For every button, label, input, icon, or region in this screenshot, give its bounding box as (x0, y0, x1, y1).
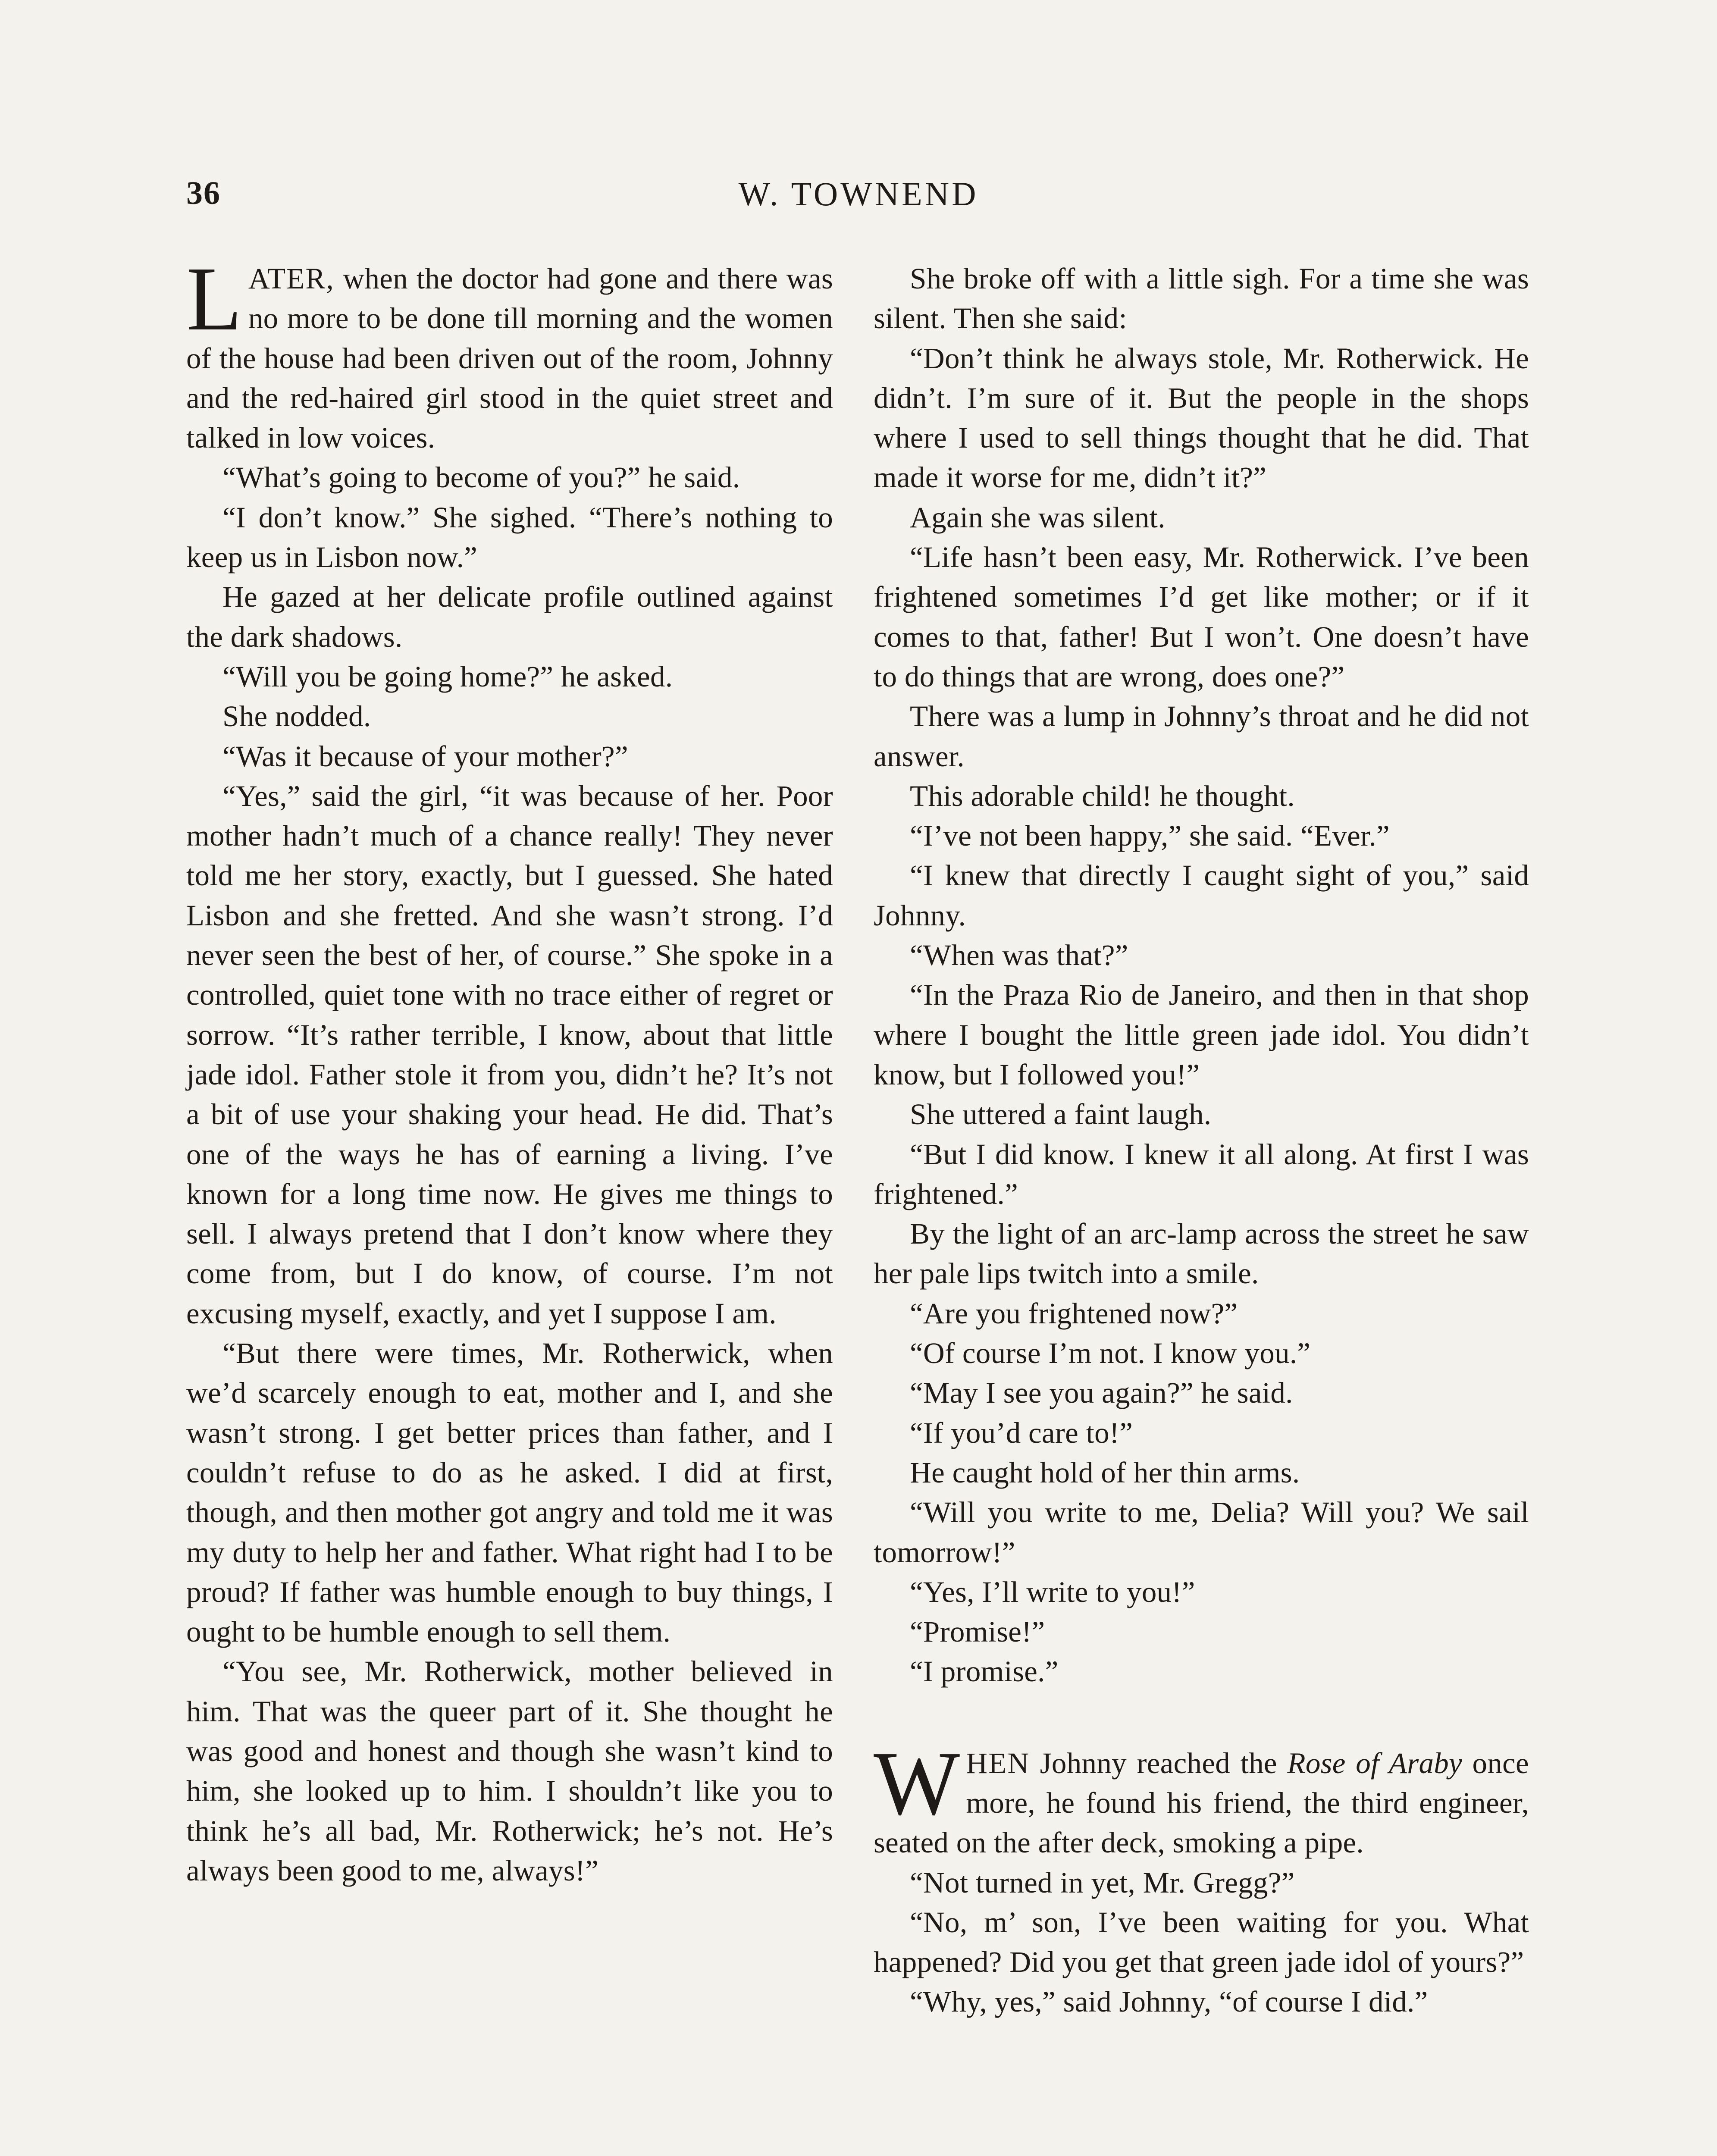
paragraph: “Don’t think he always stole, Mr. Rotherwick. He didn’t. I’m sure of it. But the people in the shops where I used to sell things thought that he did. That made it worse for me, didn’t it?” (874, 342, 1529, 494)
opening-word: HEN (966, 1746, 1030, 1780)
left-column (186, 248, 833, 1890)
opening-text: Johnny reached the (1030, 1746, 1288, 1780)
drop-cap: L (186, 248, 242, 349)
page-number: 36 (186, 175, 221, 211)
paragraph: “What’s going to become of you?” he said. (222, 461, 740, 494)
paragraph: “Not turned in yet, Mr. Gregg?” (910, 1866, 1295, 1899)
paragraph: “Will you write to me, Delia? Will you? We sail tomorrow!” (874, 1496, 1529, 1569)
ship-name: Rose of Araby (1287, 1746, 1462, 1780)
opening-paragraph (186, 248, 833, 458)
paragraph: “Will you be going home?” he asked. (222, 660, 673, 693)
paragraph: “If you’d care to!” (910, 1416, 1133, 1449)
paragraph: “I’ve not been happy,” she said. “Ever.” (910, 819, 1390, 852)
paragraph: “But I did know. I knew it all along. At first I was frightened.” (874, 1138, 1529, 1210)
opening-word: ATER, (248, 262, 335, 295)
paragraph: She nodded. (222, 700, 371, 733)
paragraph: This adorable child! he thought. (910, 779, 1295, 812)
paragraph: She uttered a faint laugh. (910, 1098, 1212, 1131)
paragraph: “Of course I’m not. I know you.” (910, 1337, 1311, 1370)
paragraph: “Promise!” (910, 1615, 1045, 1648)
paragraph: “Yes,” said the girl, “it was because of her. Poor mother hadn’t much of a chance really! They never told me her story, exactly, but I guessed. She hated Lisbon and she fretted. And she wasn’t strong. I’d never seen the best of her, of course.” She spoke in a controlled, quiet tone with no trace either of regret or sorrow. “It’s rather terrible, I know, about that little jade idol. Father stole it from you, didn’t he? It’s not a bit of use your shaking your head. He did. That’s one of the ways he has of earning a living. I’ve known for a long time now. He gives me things to sell. I always pretend that I don’t know where they come from, but I do know, of course. I’m not excusing myself, exactly, and yet I suppose I am. (186, 779, 833, 1330)
paragraph: “But there were times, Mr. Rotherwick, when we’d scarcely enough to eat, mother and I, and she wasn’t strong. I get better prices than father, and I couldn’t refuse to do as he asked. I did at first, though, and then mother got angry and told me it was my duty to help her and father. What right had I to be proud? If father was humble enough to buy things, I ought to be humble enough to sell them. (186, 1337, 833, 1648)
paragraph: “In the Praza Rio de Janeiro, and then in that shop where I bought the little green jade idol. You didn’t know, but I followed you!” (874, 978, 1529, 1091)
paragraph: “Yes, I’ll write to you!” (910, 1575, 1195, 1608)
right-column (874, 259, 1529, 2022)
section-break (874, 1692, 1529, 1743)
drop-cap: W (874, 1732, 960, 1834)
paragraph: “You see, Mr. Rotherwick, mother believed in him. That was the queer part of it. She thought he was good and honest and though she wasn’t kind to him, she looked up to him. I shouldn’t like you to think he’s all bad, Mr. Rotherwick; he’s not. He’s always been good to me, always!” (186, 1655, 833, 1887)
paragraph: “When was that?” (910, 939, 1128, 972)
opening-text: when the doctor had gone and there was no more to be done till morning and the women of the house had been driven out of the room, Johnny and the red-haired girl stood in the quiet street and talked in low voices. (186, 262, 833, 454)
paragraph: “Are you frightened now?” (910, 1297, 1238, 1330)
paragraph: She broke off with a little sigh. For a time she was silent. Then she said: (874, 262, 1529, 335)
paragraph: There was a lump in Johnny’s throat and he did not answer. (874, 700, 1529, 773)
paragraph: “Why, yes,” said Johnny, “of course I did.” (910, 1985, 1428, 2018)
paragraph: Again she was silent. (910, 501, 1166, 534)
paragraph: “I don’t know.” She sighed. “There’s nothing to keep us in Lisbon now.” (186, 501, 833, 574)
opening-text-continued: once more, he found his friend, the third engineer, seated on the after deck, smoking a pipe. (874, 1746, 1529, 1859)
page-header (0, 175, 1717, 222)
paragraph: “I knew that directly I caught sight of you,” said Johnny. (874, 859, 1529, 932)
paragraph: By the light of an arc-lamp across the street he saw her pale lips twitch into a smile. (874, 1217, 1529, 1290)
paragraph: “Life hasn’t been easy, Mr. Rotherwick. I’ve been frightened sometimes I’d get like mother; or if it comes to that, father! But I won’t. One doesn’t have to do things that are wrong, does one?” (874, 541, 1529, 693)
paragraph: “Was it because of your mother?” (222, 740, 628, 773)
paragraph: “No, m’ son, I’ve been waiting for you. What happened? Did you get that green jade idol of yours?” (874, 1905, 1529, 1979)
paragraph: “May I see you again?” he said. (910, 1376, 1293, 1410)
paragraph: “I promise.” (910, 1655, 1059, 1688)
running-head: W. TOWNEND (738, 175, 979, 213)
paragraph: He gazed at her delicate profile outlined against the dark shadows. (186, 580, 833, 653)
paragraph: He caught hold of her thin arms. (910, 1456, 1300, 1489)
section-opening-paragraph (874, 1732, 1529, 1863)
